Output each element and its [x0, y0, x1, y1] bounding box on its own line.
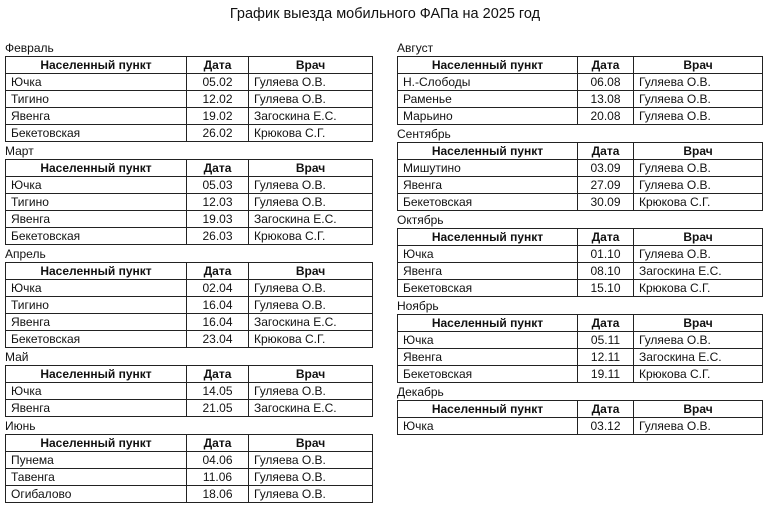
- table-row: [6, 331, 373, 348]
- header-doctor: Врач: [249, 160, 373, 177]
- cell-place: Тигино: [6, 297, 187, 314]
- table-body: [6, 177, 373, 245]
- table-header: [6, 160, 373, 177]
- header-row: [398, 401, 763, 418]
- cell-doctor: Гуляева О.В.: [249, 177, 373, 194]
- cell-doctor: Гуляева О.В.: [249, 452, 373, 469]
- cell-place: Явенга: [6, 211, 187, 228]
- cell-doctor: Загоскина Е.С.: [634, 349, 763, 366]
- cell-place: Раменье: [398, 91, 578, 108]
- cell-place: Бекетовская: [398, 194, 578, 211]
- header-place: Населенный пункт: [398, 315, 578, 332]
- table-row: [6, 211, 373, 228]
- table-row: [6, 280, 373, 297]
- cell-place: Бекетовская: [6, 331, 187, 348]
- cell-date: 16.04: [187, 314, 249, 331]
- header-date: Дата: [187, 435, 249, 452]
- table-body: [6, 280, 373, 348]
- cell-doctor: Гуляева О.В.: [249, 194, 373, 211]
- cell-place: Ючка: [6, 383, 187, 400]
- table-body: [398, 246, 763, 297]
- table-row: [398, 246, 763, 263]
- cell-date: 23.04: [187, 331, 249, 348]
- cell-place: Ючка: [398, 332, 578, 349]
- cell-date: 03.12: [578, 418, 634, 435]
- month-label: Сентябрь: [397, 127, 451, 141]
- cell-place: Н.-Слободы: [398, 74, 578, 91]
- cell-doctor: Гуляева О.В.: [249, 486, 373, 503]
- month-label: Февраль: [5, 41, 54, 55]
- table-header: [398, 401, 763, 418]
- table-row: [6, 452, 373, 469]
- cell-doctor: Крюкова С.Г.: [249, 125, 373, 142]
- cell-doctor: Загоскина Е.С.: [249, 400, 373, 417]
- month-label: Июнь: [5, 419, 36, 433]
- cell-place: Тигино: [6, 194, 187, 211]
- cell-date: 30.09: [578, 194, 634, 211]
- cell-place: Бекетовская: [6, 125, 187, 142]
- cell-doctor: Крюкова С.Г.: [634, 194, 763, 211]
- header-place: Населенный пункт: [6, 435, 187, 452]
- header-doctor: Врач: [249, 57, 373, 74]
- table-row: [6, 177, 373, 194]
- cell-place: Ючка: [6, 280, 187, 297]
- header-doctor: Врач: [634, 401, 763, 418]
- schedule-table: [397, 314, 763, 383]
- header-date: Дата: [187, 263, 249, 280]
- header-place: Населенный пункт: [398, 401, 578, 418]
- table-row: [6, 297, 373, 314]
- cell-doctor: Гуляева О.В.: [249, 280, 373, 297]
- cell-place: Ючка: [6, 74, 187, 91]
- table-row: [6, 486, 373, 503]
- cell-place: Явенга: [398, 263, 578, 280]
- header-date: Дата: [187, 57, 249, 74]
- cell-date: 14.05: [187, 383, 249, 400]
- right-column: [397, 40, 762, 436]
- cell-date: 15.10: [578, 280, 634, 297]
- cell-date: 21.05: [187, 400, 249, 417]
- schedule-table: [397, 400, 763, 435]
- cell-doctor: Гуляева О.В.: [634, 74, 763, 91]
- cell-place: Бекетовская: [398, 280, 578, 297]
- cell-place: Огибалово: [6, 486, 187, 503]
- header-place: Населенный пункт: [6, 160, 187, 177]
- cell-doctor: Загоскина Е.С.: [249, 314, 373, 331]
- table-row: [6, 469, 373, 486]
- cell-date: 19.11: [578, 366, 634, 383]
- table-row: [398, 108, 763, 125]
- header-row: [6, 366, 373, 383]
- table-row: [398, 280, 763, 297]
- cell-date: 04.06: [187, 452, 249, 469]
- header-date: Дата: [578, 57, 634, 74]
- table-row: [398, 418, 763, 435]
- table-body: [6, 74, 373, 142]
- cell-date: 12.02: [187, 91, 249, 108]
- cell-date: 05.11: [578, 332, 634, 349]
- cell-doctor: Крюкова С.Г.: [634, 366, 763, 383]
- table-row: [398, 263, 763, 280]
- table-row: [6, 125, 373, 142]
- table-header: [6, 263, 373, 280]
- header-place: Населенный пункт: [6, 263, 187, 280]
- cell-date: 12.11: [578, 349, 634, 366]
- cell-doctor: Гуляева О.В.: [634, 418, 763, 435]
- header-date: Дата: [187, 160, 249, 177]
- schedule-table: [5, 56, 373, 142]
- header-date: Дата: [578, 401, 634, 418]
- cell-date: 11.06: [187, 469, 249, 486]
- table-row: [6, 91, 373, 108]
- cell-place: Явенга: [6, 400, 187, 417]
- cell-doctor: Гуляева О.В.: [249, 383, 373, 400]
- header-place: Населенный пункт: [6, 366, 187, 383]
- cell-doctor: Гуляева О.В.: [634, 332, 763, 349]
- header-place: Населенный пункт: [398, 143, 578, 160]
- header-place: Населенный пункт: [398, 57, 578, 74]
- cell-doctor: Гуляева О.В.: [634, 108, 763, 125]
- schedule-table: [397, 56, 763, 125]
- table-row: [398, 91, 763, 108]
- month-label: Август: [397, 41, 434, 55]
- cell-doctor: Гуляева О.В.: [634, 177, 763, 194]
- table-row: [6, 74, 373, 91]
- header-row: [6, 435, 373, 452]
- cell-doctor: Гуляева О.В.: [249, 91, 373, 108]
- cell-date: 03.09: [578, 160, 634, 177]
- header-row: [6, 160, 373, 177]
- table-row: [6, 228, 373, 245]
- cell-date: 19.02: [187, 108, 249, 125]
- table-body: [398, 418, 763, 435]
- cell-doctor: Крюкова С.Г.: [249, 228, 373, 245]
- table-body: [398, 332, 763, 383]
- schedule-table: [5, 159, 373, 245]
- cell-doctor: Гуляева О.В.: [634, 160, 763, 177]
- cell-place: Пунема: [6, 452, 187, 469]
- cell-date: 05.03: [187, 177, 249, 194]
- cell-place: Ючка: [398, 418, 578, 435]
- header-date: Дата: [187, 366, 249, 383]
- table-row: [6, 108, 373, 125]
- cell-date: 19.03: [187, 211, 249, 228]
- cell-place: Тавенга: [6, 469, 187, 486]
- cell-date: 18.06: [187, 486, 249, 503]
- cell-date: 01.10: [578, 246, 634, 263]
- cell-date: 26.02: [187, 125, 249, 142]
- cell-date: 02.04: [187, 280, 249, 297]
- header-row: [6, 263, 373, 280]
- header-doctor: Врач: [634, 229, 763, 246]
- table-body: [398, 160, 763, 211]
- cell-place: Ючка: [398, 246, 578, 263]
- month-label: Март: [5, 144, 34, 158]
- table-row: [6, 314, 373, 331]
- cell-doctor: Гуляева О.В.: [249, 297, 373, 314]
- table-body: [6, 383, 373, 417]
- cell-doctor: Гуляева О.В.: [249, 469, 373, 486]
- table-body: [6, 452, 373, 503]
- header-date: Дата: [578, 143, 634, 160]
- cell-place: Явенга: [6, 108, 187, 125]
- header-row: [398, 315, 763, 332]
- header-doctor: Врач: [634, 315, 763, 332]
- left-column: [5, 40, 372, 504]
- cell-doctor: Крюкова С.Г.: [249, 331, 373, 348]
- cell-doctor: Гуляева О.В.: [634, 91, 763, 108]
- cell-date: 20.08: [578, 108, 634, 125]
- cell-doctor: Крюкова С.Г.: [634, 280, 763, 297]
- table-row: [6, 194, 373, 211]
- table-header: [6, 366, 373, 383]
- table-header: [398, 315, 763, 332]
- table-row: [398, 177, 763, 194]
- header-doctor: Врач: [634, 143, 763, 160]
- schedule-table: [397, 142, 763, 211]
- month-label: Октябрь: [397, 213, 444, 227]
- header-row: [398, 143, 763, 160]
- table-row: [398, 349, 763, 366]
- month-label: Ноябрь: [397, 299, 439, 313]
- cell-date: 13.08: [578, 91, 634, 108]
- header-date: Дата: [578, 315, 634, 332]
- cell-date: 27.09: [578, 177, 634, 194]
- cell-date: 05.02: [187, 74, 249, 91]
- cell-date: 26.03: [187, 228, 249, 245]
- page-title: График выезда мобильного ФАПа на 2025 год: [229, 6, 541, 22]
- cell-doctor: Гуляева О.В.: [634, 246, 763, 263]
- cell-place: Марьино: [398, 108, 578, 125]
- month-label: Май: [5, 350, 29, 364]
- cell-place: Бекетовская: [398, 366, 578, 383]
- cell-place: Мишутино: [398, 160, 578, 177]
- header-doctor: Врач: [634, 57, 763, 74]
- table-row: [398, 160, 763, 177]
- header-doctor: Врач: [249, 435, 373, 452]
- table-row: [6, 383, 373, 400]
- header-date: Дата: [578, 229, 634, 246]
- table-header: [398, 143, 763, 160]
- table-row: [398, 332, 763, 349]
- header-doctor: Врач: [249, 263, 373, 280]
- header-row: [398, 229, 763, 246]
- header-row: [398, 57, 763, 74]
- cell-date: 06.08: [578, 74, 634, 91]
- table-row: [398, 366, 763, 383]
- cell-doctor: Гуляева О.В.: [249, 74, 373, 91]
- cell-doctor: Загоскина Е.С.: [249, 211, 373, 228]
- table-row: [398, 74, 763, 91]
- cell-doctor: Загоскина Е.С.: [249, 108, 373, 125]
- table-row: [6, 400, 373, 417]
- table-header: [398, 57, 763, 74]
- table-row: [398, 194, 763, 211]
- cell-place: Ючка: [6, 177, 187, 194]
- schedule-table: [5, 365, 373, 417]
- schedule-table: [397, 228, 763, 297]
- cell-date: 12.03: [187, 194, 249, 211]
- table-header: [398, 229, 763, 246]
- header-row: [6, 57, 373, 74]
- cell-place: Явенга: [398, 177, 578, 194]
- cell-place: Явенга: [398, 349, 578, 366]
- header-place: Населенный пункт: [398, 229, 578, 246]
- schedule-table: [5, 434, 373, 503]
- header-doctor: Врач: [249, 366, 373, 383]
- table-header: [6, 57, 373, 74]
- schedule-table: [5, 262, 373, 348]
- cell-doctor: Загоскина Е.С.: [634, 263, 763, 280]
- header-place: Населенный пункт: [6, 57, 187, 74]
- table-header: [6, 435, 373, 452]
- month-label: Апрель: [5, 247, 46, 261]
- month-label: Декабрь: [397, 385, 444, 399]
- cell-date: 08.10: [578, 263, 634, 280]
- cell-date: 16.04: [187, 297, 249, 314]
- cell-place: Тигино: [6, 91, 187, 108]
- cell-place: Бекетовская: [6, 228, 187, 245]
- cell-place: Явенга: [6, 314, 187, 331]
- table-body: [398, 74, 763, 125]
